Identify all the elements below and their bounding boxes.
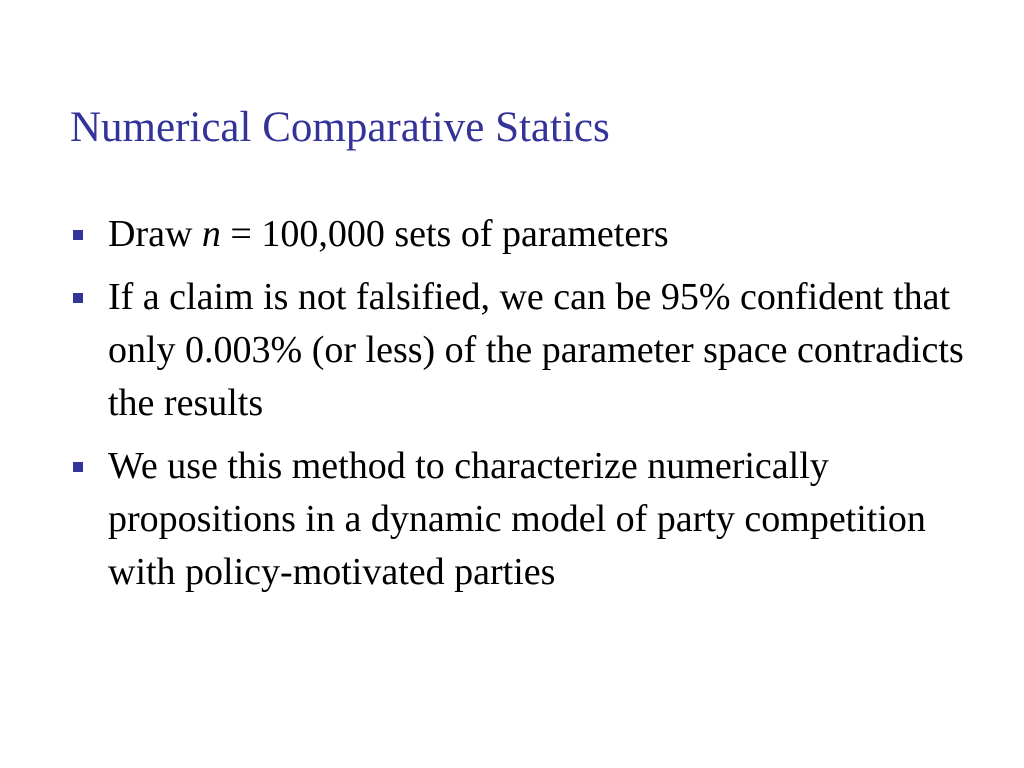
bullet-item-draw [70,208,990,261]
square-bullet-icon [73,293,83,303]
bullet-list [70,208,990,609]
bullet-text-prefix: Draw [108,213,202,255]
bullet-item-method [70,440,990,599]
slide-title: Numerical Comparative Statics [70,104,610,151]
bullet-item-falsified [70,271,990,430]
variable-n: n [201,213,221,255]
square-bullet-icon [73,230,83,240]
bullet-text: If a claim is not falsified, we can be 95% confident that only 0.003% (or less) of the parameter space contradicts the results [108,276,964,424]
bullet-text: We use this method to characterize numerically propositions in a dynamic model of party competition with policy-motivated parties [108,445,926,593]
square-bullet-icon [73,462,83,472]
bullet-text-suffix: = 100,000 sets of parameters [220,213,669,255]
